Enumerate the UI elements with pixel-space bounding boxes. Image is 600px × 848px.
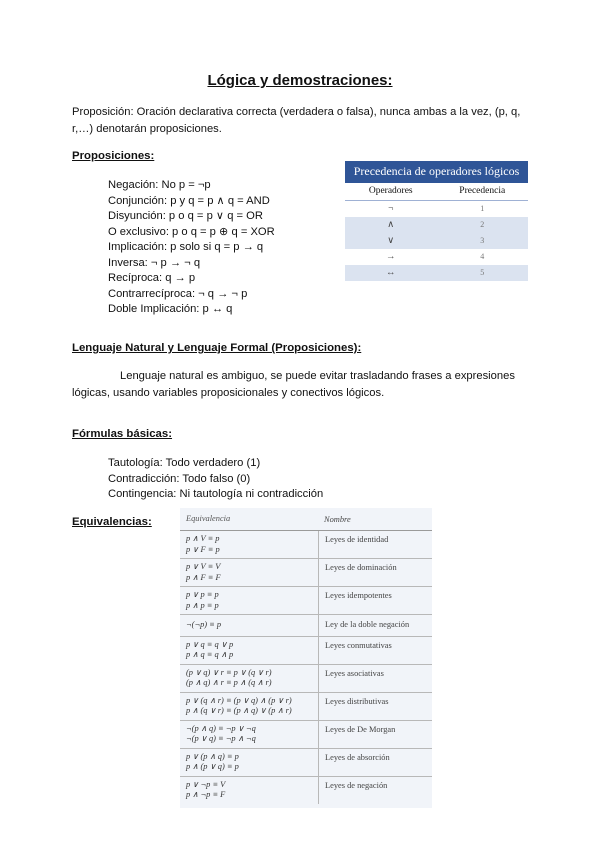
equivalencias-heading: Equivalencias:: [72, 516, 152, 528]
formulas-heading: Fórmulas básicas:: [72, 428, 173, 440]
precedence-col-operators: Operadores: [368, 186, 413, 196]
list-item: Conjunción: p y q = p ∧ q = AND: [108, 194, 270, 207]
precedence-col-precedence: Precedencia: [459, 186, 506, 196]
law-name: Leyes distributivas: [325, 696, 389, 706]
precedence-cell: 4: [480, 252, 485, 261]
table-row: [345, 233, 528, 249]
precedence-header-row: [345, 183, 528, 201]
equivalence-line: p ∨ q ≡ q ∨ p: [186, 639, 234, 649]
list-item: O exclusivo: p o q = p ⊕ q = XOR: [108, 225, 275, 238]
precedence-table: [345, 161, 528, 281]
law-name: Leyes de absorción: [325, 752, 390, 762]
operator-cell: ¬: [388, 204, 394, 214]
table-row: [180, 777, 432, 804]
equivalences-header-row: [180, 508, 432, 531]
intro-paragraph: Proposición: Oración declarativa correcta (verdadera o falsa), nunca ambas a la vez, (p, q, r,…) denotarán proposiciones.: [72, 106, 521, 135]
law-name: Leyes de dominación: [325, 563, 397, 572]
table-row: [345, 265, 528, 281]
list-item: Implicación: p solo si q = p → q: [108, 241, 264, 253]
equivalence-line: p ∨ ¬p ≡ V: [186, 779, 226, 789]
law-name: Leyes idempotentes: [325, 591, 392, 600]
equivalence-line: p ∧ q ≡ q ∧ p: [186, 650, 234, 659]
equivalence-line: (p ∧ q) ∧ r ≡ p ∧ (q ∧ r): [186, 678, 272, 687]
equivalence-line: ¬(¬p) ≡ p: [186, 620, 222, 629]
precedence-cell: 2: [480, 220, 485, 229]
table-row: [345, 249, 528, 265]
equivalence-line: p ∨ (q ∧ r) ≡ (p ∨ q) ∧ (p ∨ r): [186, 695, 292, 705]
table-row: [345, 217, 528, 233]
list-item: Negación: No p = ¬p: [108, 179, 211, 191]
precedence-cell: 1: [480, 204, 485, 213]
table-row: [180, 615, 432, 637]
list-item: Contingencia: Ni tautología ni contradicción: [108, 488, 324, 500]
list-item: Inversa: ¬ p → ¬ q: [108, 256, 201, 269]
equivalence-line: ¬(p ∧ q) ≡ ¬p ∨ ¬q: [186, 723, 256, 733]
table-row: [180, 587, 432, 615]
precedence-cell: 3: [480, 236, 485, 245]
table-row: [180, 665, 432, 693]
table-row: [180, 721, 432, 749]
law-name: Ley de la doble negación: [325, 620, 410, 629]
law-name: Leyes de negación: [325, 780, 388, 790]
operator-cell: ∧: [387, 220, 395, 230]
list-item: Tautología: Todo verdadero (1): [108, 457, 261, 469]
table-row: [345, 201, 528, 217]
precedence-table-title: Precedencia de operadores lógicos: [345, 161, 528, 183]
equivalences-table: [180, 508, 432, 808]
table-row: [180, 749, 432, 777]
equivalence-line: p ∧ F ≡ F: [186, 572, 221, 582]
list-item: Contrarrecíproca: ¬ q → ¬ p: [108, 287, 248, 300]
proposiciones-heading: Proposiciones:: [72, 150, 155, 162]
lenguaje-heading: Lenguaje Natural y Lenguaje Formal (Proposiciones):: [72, 342, 362, 354]
law-name: Leyes de identidad: [325, 535, 389, 544]
law-name: Leyes asociativas: [325, 668, 384, 678]
list-item: Recíproca: q → p: [108, 272, 196, 284]
operator-cell: →: [386, 252, 396, 262]
operator-cell: ∨: [387, 236, 395, 246]
equivalence-line: p ∨ (p ∧ q) ≡ p: [186, 751, 239, 761]
list-item: Contradicción: Todo falso (0): [108, 472, 251, 485]
equivalence-line: p ∨ p ≡ p: [186, 590, 219, 599]
table-row: [180, 559, 432, 587]
table-row: [180, 637, 432, 665]
formulas-list: [108, 456, 323, 503]
table-row: [180, 531, 432, 559]
table-row: [180, 693, 432, 721]
list-item: Doble Implicación: p ↔ q: [108, 303, 233, 315]
equivalence-line: p ∨ F ≡ p: [186, 544, 220, 554]
equivalence-line: p ∧ p ≡ p: [186, 600, 219, 610]
operator-cell: ↔: [386, 268, 396, 278]
equivalence-line: p ∧ V ≡ p: [186, 534, 220, 543]
law-name: Leyes de De Morgan: [325, 724, 396, 734]
proposiciones-list: [108, 178, 275, 318]
page-title: Lógica y demostraciones:: [207, 72, 393, 89]
law-name: Leyes conmutativas: [325, 640, 392, 650]
equivalence-line: (p ∨ q) ∨ r ≡ p ∨ (q ∨ r): [186, 667, 272, 677]
precedence-cell: 5: [480, 268, 485, 277]
lenguaje-paragraph: Lenguaje natural es ambiguo, se puede evitar trasladando frases a expresiones lógicas, usando variables proposicionales y conectivos lógicos.: [72, 370, 515, 399]
name-col-header: Nombre: [324, 515, 351, 524]
equivalence-line: p ∧ ¬p ≡ F: [186, 790, 226, 799]
equivalence-col-header: Equivalencia: [186, 514, 231, 523]
equivalence-line: p ∨ V ≡ V: [186, 562, 221, 571]
equivalence-line: p ∧ (p ∨ q) ≡ p: [186, 762, 239, 771]
equivalence-line: p ∧ (q ∨ r) ≡ (p ∧ q) ∨ (p ∧ r): [186, 706, 292, 715]
list-item: Disyunción: p o q = p ∨ q = OR: [108, 210, 263, 222]
equivalence-line: ¬(p ∨ q) ≡ ¬p ∧ ¬q: [186, 734, 256, 743]
